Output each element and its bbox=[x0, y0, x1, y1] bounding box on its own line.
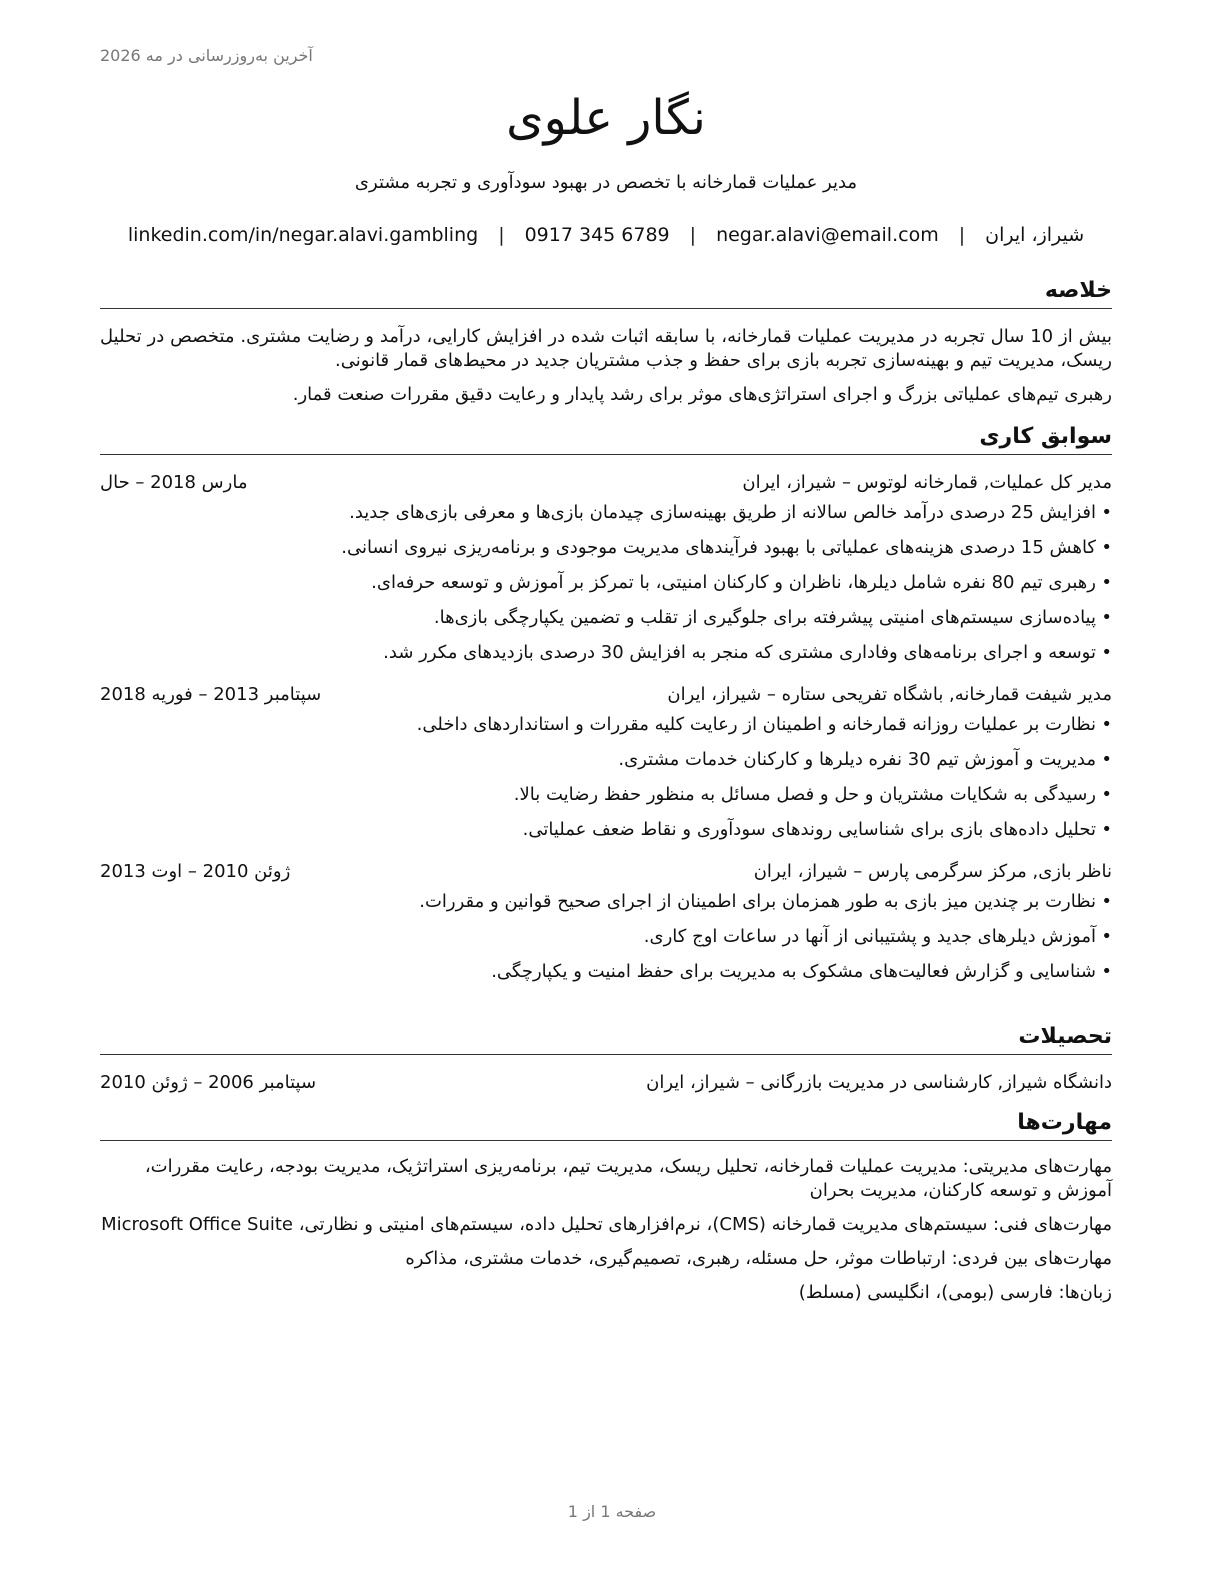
skills-section bbox=[100, 1108, 1112, 1305]
education-section bbox=[100, 1022, 1112, 1095]
job-bullet: • تحلیل داده‌های بازی برای شناسایی روندهای سودآوری و نقاط ضعف عملیاتی. bbox=[100, 818, 1112, 842]
page-number: صفحه 1 از 1 bbox=[567, 1502, 657, 1521]
summary-section bbox=[100, 276, 1112, 407]
summary-paragraph: بیش از 10 سال تجربه در مدیریت عملیات قمارخانه، با سابقه اثبات شده در افزایش کارایی، درآمد و رضایت مشتری. متخصص در تحلیل ریسک، مدیریت تیم و بهینه‌سازی تجربه بازی برای حفظ و جذب مشتریان جدید در محیط‌های قمار قانونی. bbox=[100, 326, 1112, 371]
experience-section bbox=[100, 422, 1112, 995]
contact-separator: | bbox=[498, 224, 505, 246]
job-entry bbox=[100, 860, 1112, 984]
skills-technical: مهارت‌های فنی: سیستم‌های مدیریت قمارخانه (CMS)، نرم‌افزارهای تحلیل داده، سیستم‌های امنیتی و نظارتی، Microsoft Office Suite bbox=[101, 1214, 1112, 1235]
contact-separator: | bbox=[689, 224, 697, 246]
job-date: سپتامبر 2013 – فوریه 2018 bbox=[100, 684, 322, 705]
job-entry bbox=[100, 471, 1112, 665]
education-entry bbox=[100, 1071, 1112, 1095]
education-date: سپتامبر 2006 – ژوئن 2010 bbox=[100, 1072, 317, 1093]
job-bullet: • نظارت بر چندین میز بازی به طور همزمان برای اطمینان از اجرای صحیح قوانین و مقررات. bbox=[100, 890, 1112, 914]
education-heading: تحصیلات bbox=[100, 1022, 1112, 1055]
job-date: ژوئن 2010 – اوت 2013 bbox=[100, 861, 291, 882]
candidate-name: نگار علوی bbox=[506, 90, 706, 146]
job-bullet: • افزایش 25 درصدی درآمد خالص سالانه از طریق بهینه‌سازی چیدمان بازی‌ها و معرفی بازی‌های جدید. bbox=[100, 501, 1112, 525]
job-title: مدیر کل عملیات, قمارخانه لوتوس – شیراز، ایران bbox=[742, 472, 1112, 493]
job-bullet: • کاهش 15 درصدی هزینه‌های عملیاتی با بهبود فرآیندهای مدیریت موجودی و برنامه‌ریزی نیروی انسانی. bbox=[100, 536, 1112, 560]
resume-page bbox=[100, 0, 1112, 1584]
contact-location: شیراز، ایران bbox=[985, 224, 1085, 246]
education-degree: دانشگاه شیراز, کارشناسی در مدیریت بازرگانی – شیراز، ایران bbox=[646, 1072, 1112, 1093]
job-bullet: • شناسایی و گزارش فعالیت‌های مشکوک به مدیریت برای حفظ امنیت و یکپارچگی. bbox=[100, 960, 1112, 984]
job-header bbox=[100, 860, 1112, 884]
job-bullets bbox=[100, 890, 1112, 984]
summary-heading: خلاصه bbox=[100, 276, 1112, 309]
contact-separator: | bbox=[958, 224, 966, 246]
tagline: مدیر عملیات قمارخانه با تخصص در بهبود سودآوری و تجربه مشتری bbox=[354, 172, 858, 193]
skills-heading: مهارت‌ها bbox=[100, 1108, 1112, 1141]
job-title: مدیر شیفت قمارخانه, باشگاه تفریحی ستاره – شیراز، ایران bbox=[667, 684, 1112, 705]
job-header bbox=[100, 471, 1112, 495]
job-bullet: • مدیریت و آموزش تیم 30 نفره دیلرها و کارکنان خدمات مشتری. bbox=[100, 748, 1112, 772]
job-date: مارس 2018 – حال bbox=[100, 472, 248, 493]
job-header bbox=[100, 683, 1112, 707]
contact-email[interactable]: negar.alavi@email.com bbox=[716, 224, 939, 246]
last-updated: آخرین به‌روزرسانی در مه 2026 bbox=[100, 46, 313, 65]
experience-heading: سوابق کاری bbox=[100, 422, 1112, 455]
skills-management: مهارت‌های مدیریتی: مدیریت عملیات قمارخانه، تحلیل ریسک، مدیریت تیم، برنامه‌ریزی استراتژیک، مدیریت بودجه، رعایت مقررات، آموزش و توسعه کارکنان، مدیریت بحران bbox=[144, 1156, 1112, 1201]
contact-phone[interactable]: 0917 345 6789 bbox=[524, 224, 670, 246]
job-title: ناظر بازی, مرکز سرگرمی پارس – شیراز، ایران bbox=[753, 861, 1112, 882]
job-bullet: • آموزش دیلرهای جدید و پشتیبانی از آنها در ساعات اوج کاری. bbox=[100, 925, 1112, 949]
job-entry bbox=[100, 683, 1112, 842]
job-bullet: • نظارت بر عملیات روزانه قمارخانه و اطمینان از رعایت کلیه مقررات و استانداردهای داخلی. bbox=[100, 713, 1112, 737]
skills-interpersonal: مهارت‌های بین فردی: ارتباطات موثر، حل مسئله، رهبری، تصمیم‌گیری، خدمات مشتری، مذاکره bbox=[405, 1248, 1112, 1269]
job-bullet: • رهبری تیم 80 نفره شامل دیلرها، ناظران و کارکنان امنیتی، با تمرکز بر آموزش و توسعه حرفه‌ای. bbox=[100, 571, 1112, 595]
job-bullet: • پیاده‌سازی سیستم‌های امنیتی پیشرفته برای جلوگیری از تقلب و تضمین یکپارچگی بازی‌ها. bbox=[100, 606, 1112, 630]
summary-paragraph: رهبری تیم‌های عملیاتی بزرگ و اجرای استراتژی‌های موثر برای رشد پایدار و رعایت دقیق مقررات صنعت قمار. bbox=[292, 384, 1112, 405]
skills-languages: زبان‌ها: فارسی (بومی)، انگلیسی (مسلط) bbox=[798, 1282, 1112, 1303]
job-bullets bbox=[100, 501, 1112, 665]
contact-line bbox=[100, 224, 1112, 246]
job-bullets bbox=[100, 713, 1112, 842]
contact-linkedin[interactable]: linkedin.com/in/negar.alavi.gambling bbox=[127, 224, 479, 246]
job-bullet: • توسعه و اجرای برنامه‌های وفاداری مشتری که منجر به افزایش 30 درصدی بازدیدهای مکرر شد. bbox=[100, 641, 1112, 665]
job-bullet: • رسیدگی به شکایات مشتریان و حل و فصل مسائل به منظور حفظ رضایت بالا. bbox=[100, 783, 1112, 807]
